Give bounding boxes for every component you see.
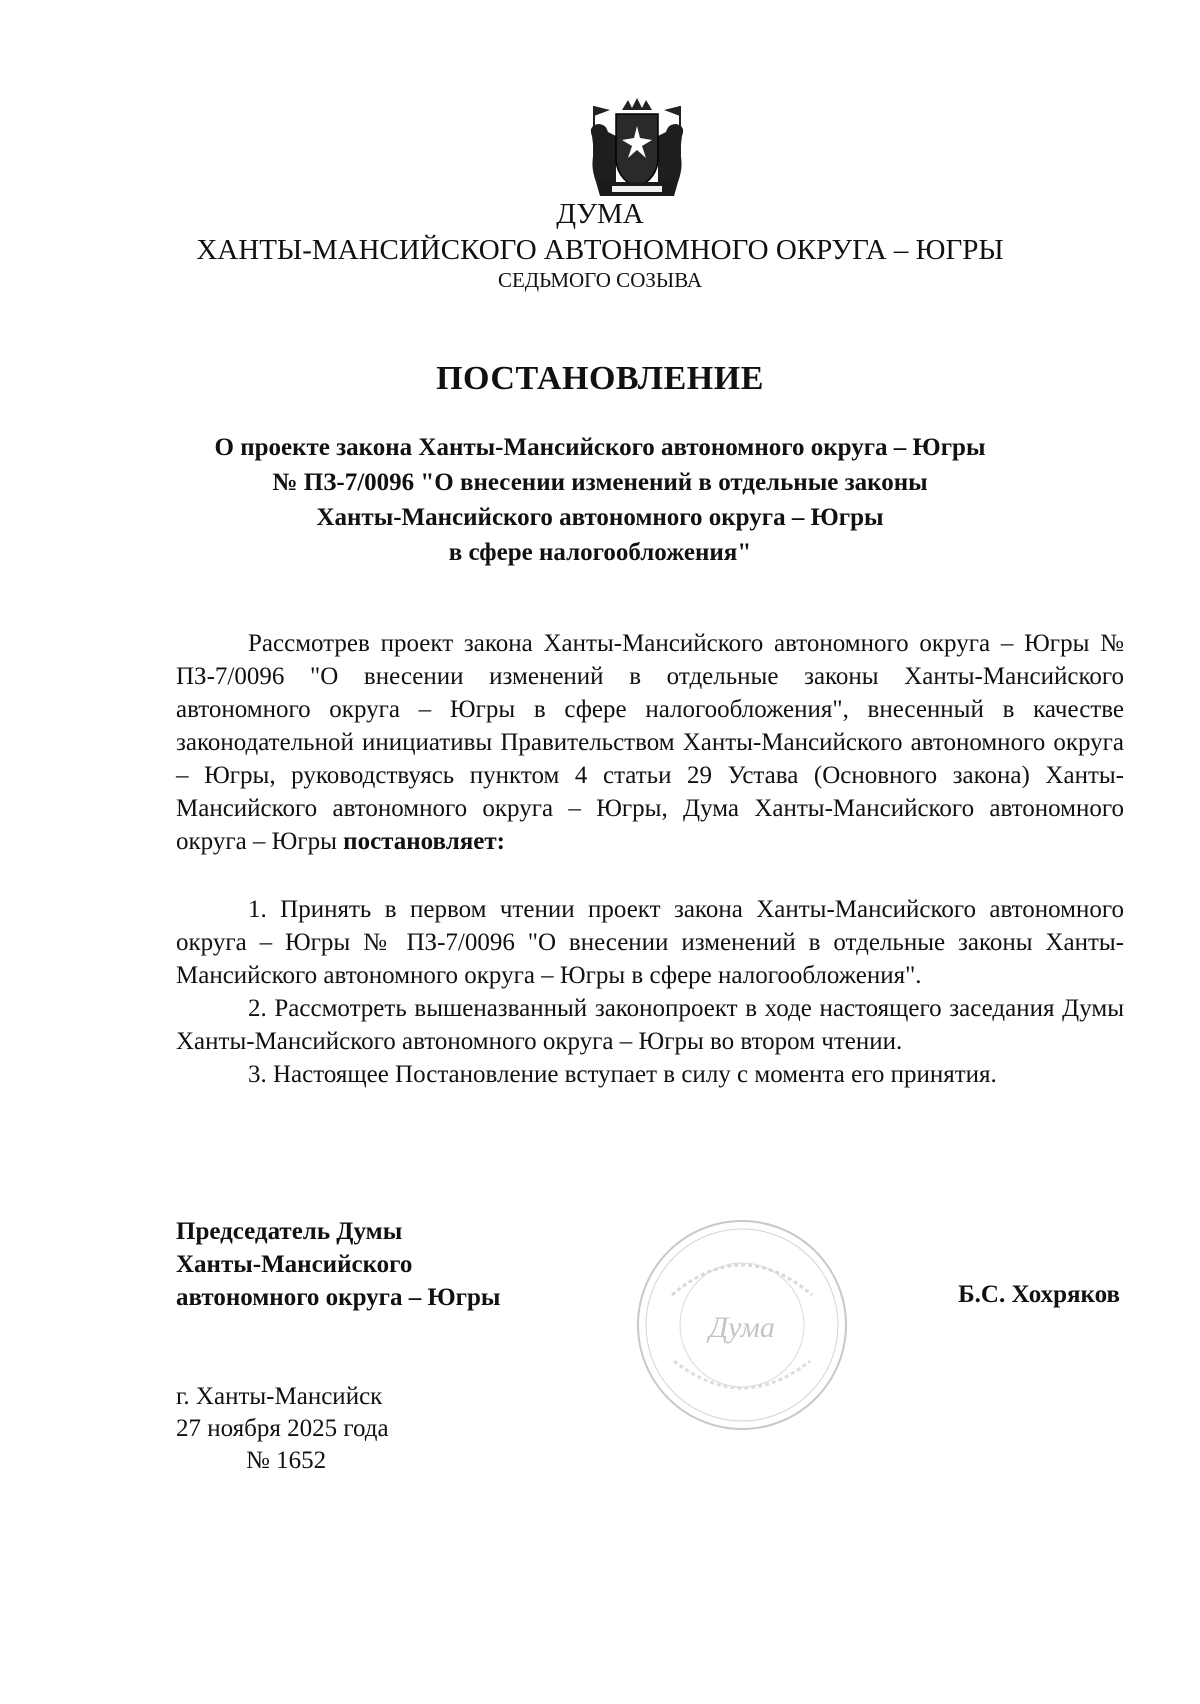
title-line: в сфере налогообложения" <box>448 539 752 566</box>
resolution-point: 1. Принять в первом чтении проект закона Ханты-Мансийского автономного округа – Югры № ПЗ-7/0096 "О внесении изменений в отдельные законы Ханты-Мансийского автономного округа – Югры в сфере налогообложения". <box>176 896 1124 989</box>
coat-of-arms-icon <box>582 96 692 206</box>
document-type: ПОСТАНОВЛЕНИЕ <box>436 360 764 397</box>
official-seal-icon <box>632 1215 852 1435</box>
resolution-points <box>176 893 1124 1091</box>
signatory-position <box>176 1215 500 1314</box>
issue-date: 27 ноября 2025 года <box>176 1415 389 1442</box>
position-line: автономного округа – Югры <box>176 1284 501 1311</box>
preamble-verb: постановляет: <box>343 828 505 855</box>
org-short-name: ДУМА <box>556 198 644 230</box>
preamble-paragraph <box>176 627 1124 858</box>
position-line: Председатель Думы <box>176 1218 403 1245</box>
title-line: О проекте закона Ханты-Мансийского автономного округа – Югры <box>214 434 986 461</box>
convocation: СЕДЬМОГО СОЗЫВА <box>497 268 703 292</box>
title-line: № ПЗ-7/0096 "О внесении изменений в отдельные законы <box>272 469 928 496</box>
document-number: № 1652 <box>246 1447 327 1474</box>
preamble-text: Рассмотрев проект закона Ханты-Мансийского автономного округа – Югры № ПЗ-7/0096 "О внесении изменений в отдельные законы Ханты-Мансийского автономного округа – Югры в сфере налогообложения", внесенный в качестве законодательной инициативы Правительством Ханты-Мансийского автономного округа – Югры, руководствуясь пунктом 4 статьи 29 Устава (Основного закона) Ханты-Мансийского автономного округа – Югры, Дума Ханты-Мансийского автономного округа – Югры <box>176 630 1124 855</box>
position-line: Ханты-Мансийского <box>176 1251 413 1278</box>
document-title <box>150 430 1050 570</box>
stamp-text: Дума <box>709 1311 775 1344</box>
signatory-name: Б.С. Хохряков <box>958 1281 1120 1308</box>
issue-city: г. Ханты-Мансийск <box>176 1383 383 1410</box>
document-footer <box>176 1381 389 1477</box>
resolution-point: 3. Настоящее Постановление вступает в силу с момента его принятия. <box>248 1061 997 1088</box>
org-full-name: ХАНТЫ-МАНСИЙСКОГО АВТОНОМНОГО ОКРУГА – ЮГРЫ <box>196 234 1004 266</box>
resolution-point: 2. Рассмотреть вышеназванный законопроект в ходе настоящего заседания Думы Ханты-Мансийского автономного округа – Югры во втором чтении. <box>176 995 1124 1055</box>
title-line: Ханты-Мансийского автономного округа – Югры <box>316 504 884 531</box>
